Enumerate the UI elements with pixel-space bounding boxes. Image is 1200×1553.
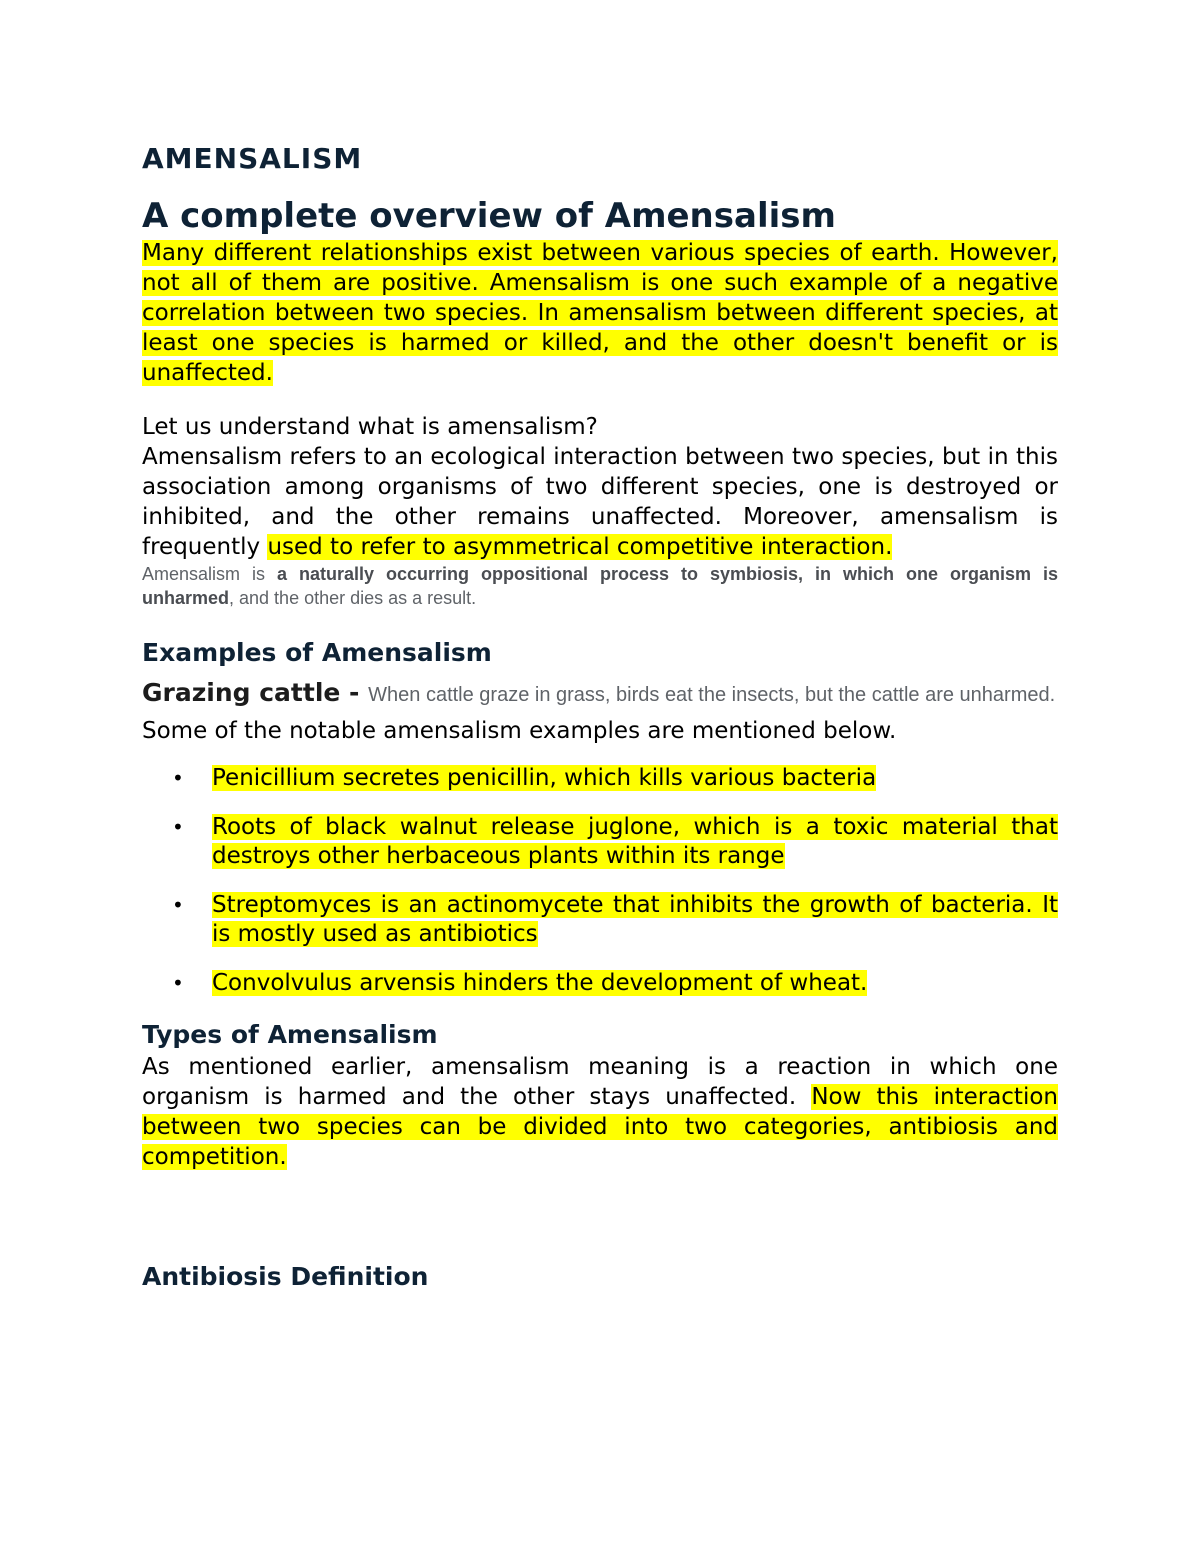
types-paragraph xyxy=(142,1052,1058,1172)
snippet-lead: Amensalism is xyxy=(142,564,277,584)
examples-list xyxy=(142,764,1058,998)
document-subtitle: A complete overview of Amensalism xyxy=(142,196,836,236)
list-item-text: Roots of black walnut release juglone, which is a toxic material that destroys other herbaceous plants within its range xyxy=(212,814,1058,869)
snippet-tail: , and the other dies as a result. xyxy=(229,588,477,608)
blank-line xyxy=(142,388,1058,412)
types-heading: Types of Amensalism xyxy=(142,1020,438,1049)
bullet-icon: • xyxy=(172,971,184,995)
list-item xyxy=(142,969,1058,998)
document-title: AMENSALISM xyxy=(142,142,363,175)
grazing-term: Grazing cattle - xyxy=(142,678,369,707)
snippet-bold: a naturally occurring oppositional process to symbiosis, in which one organism is unharmed xyxy=(142,564,1058,608)
document-content xyxy=(142,140,1058,1294)
definition-paragraph xyxy=(142,442,1058,562)
list-item xyxy=(142,891,1058,949)
definition-highlighted-text: used to refer to asymmetrical competitive interaction. xyxy=(267,534,893,560)
source-snippet xyxy=(142,562,1058,610)
list-item-text: Penicillium secretes penicillin, which kills various bacteria xyxy=(212,765,877,791)
antibiosis-heading: Antibiosis Definition xyxy=(142,1262,429,1291)
question-line: Let us understand what is amensalism? xyxy=(142,414,598,440)
bullet-icon: • xyxy=(172,766,184,790)
list-item xyxy=(142,813,1058,871)
intro-highlighted-text: Many different relationships exist between various species of earth. However, not all of them are positive. Amensalism is one such example of a negative correlation between two species. In amensalism between different species, at least one species is harmed or killed, and the other doesn't benefit or is unaffected. xyxy=(142,240,1058,386)
notable-intro: Some of the notable amensalism examples are mentioned below. xyxy=(142,718,897,744)
blank-line xyxy=(142,1172,1058,1234)
intro-paragraph xyxy=(142,238,1058,388)
types-highlighted-text: Now this interaction between two species can be divided into two categories, antibiosis and competition. xyxy=(142,1084,1058,1170)
list-item-text: Convolvulus arvensis hinders the development of wheat. xyxy=(212,970,868,996)
grazing-paragraph xyxy=(142,680,1058,708)
list-item xyxy=(142,764,1058,793)
examples-heading: Examples of Amensalism xyxy=(142,638,492,667)
bullet-icon: • xyxy=(172,815,184,839)
grazing-description: When cattle graze in grass, birds eat the insects, but the cattle are unharmed. xyxy=(368,684,1056,706)
definition-text: Amensalism refers to an ecological interaction between two species, but in this association among organisms of two different species, one is destroyed or inhibited, and the other remains unaffected. Moreover, amensalism is frequently xyxy=(142,444,1058,560)
bullet-icon: • xyxy=(172,893,184,917)
types-text: As mentioned earlier, amensalism meaning is a reaction in which one organism is harmed and the other stays unaffected. xyxy=(142,1054,1058,1110)
list-item-text: Streptomyces is an actinomycete that inhibits the growth of bacteria. It is mostly used as antibiotics xyxy=(212,892,1058,947)
